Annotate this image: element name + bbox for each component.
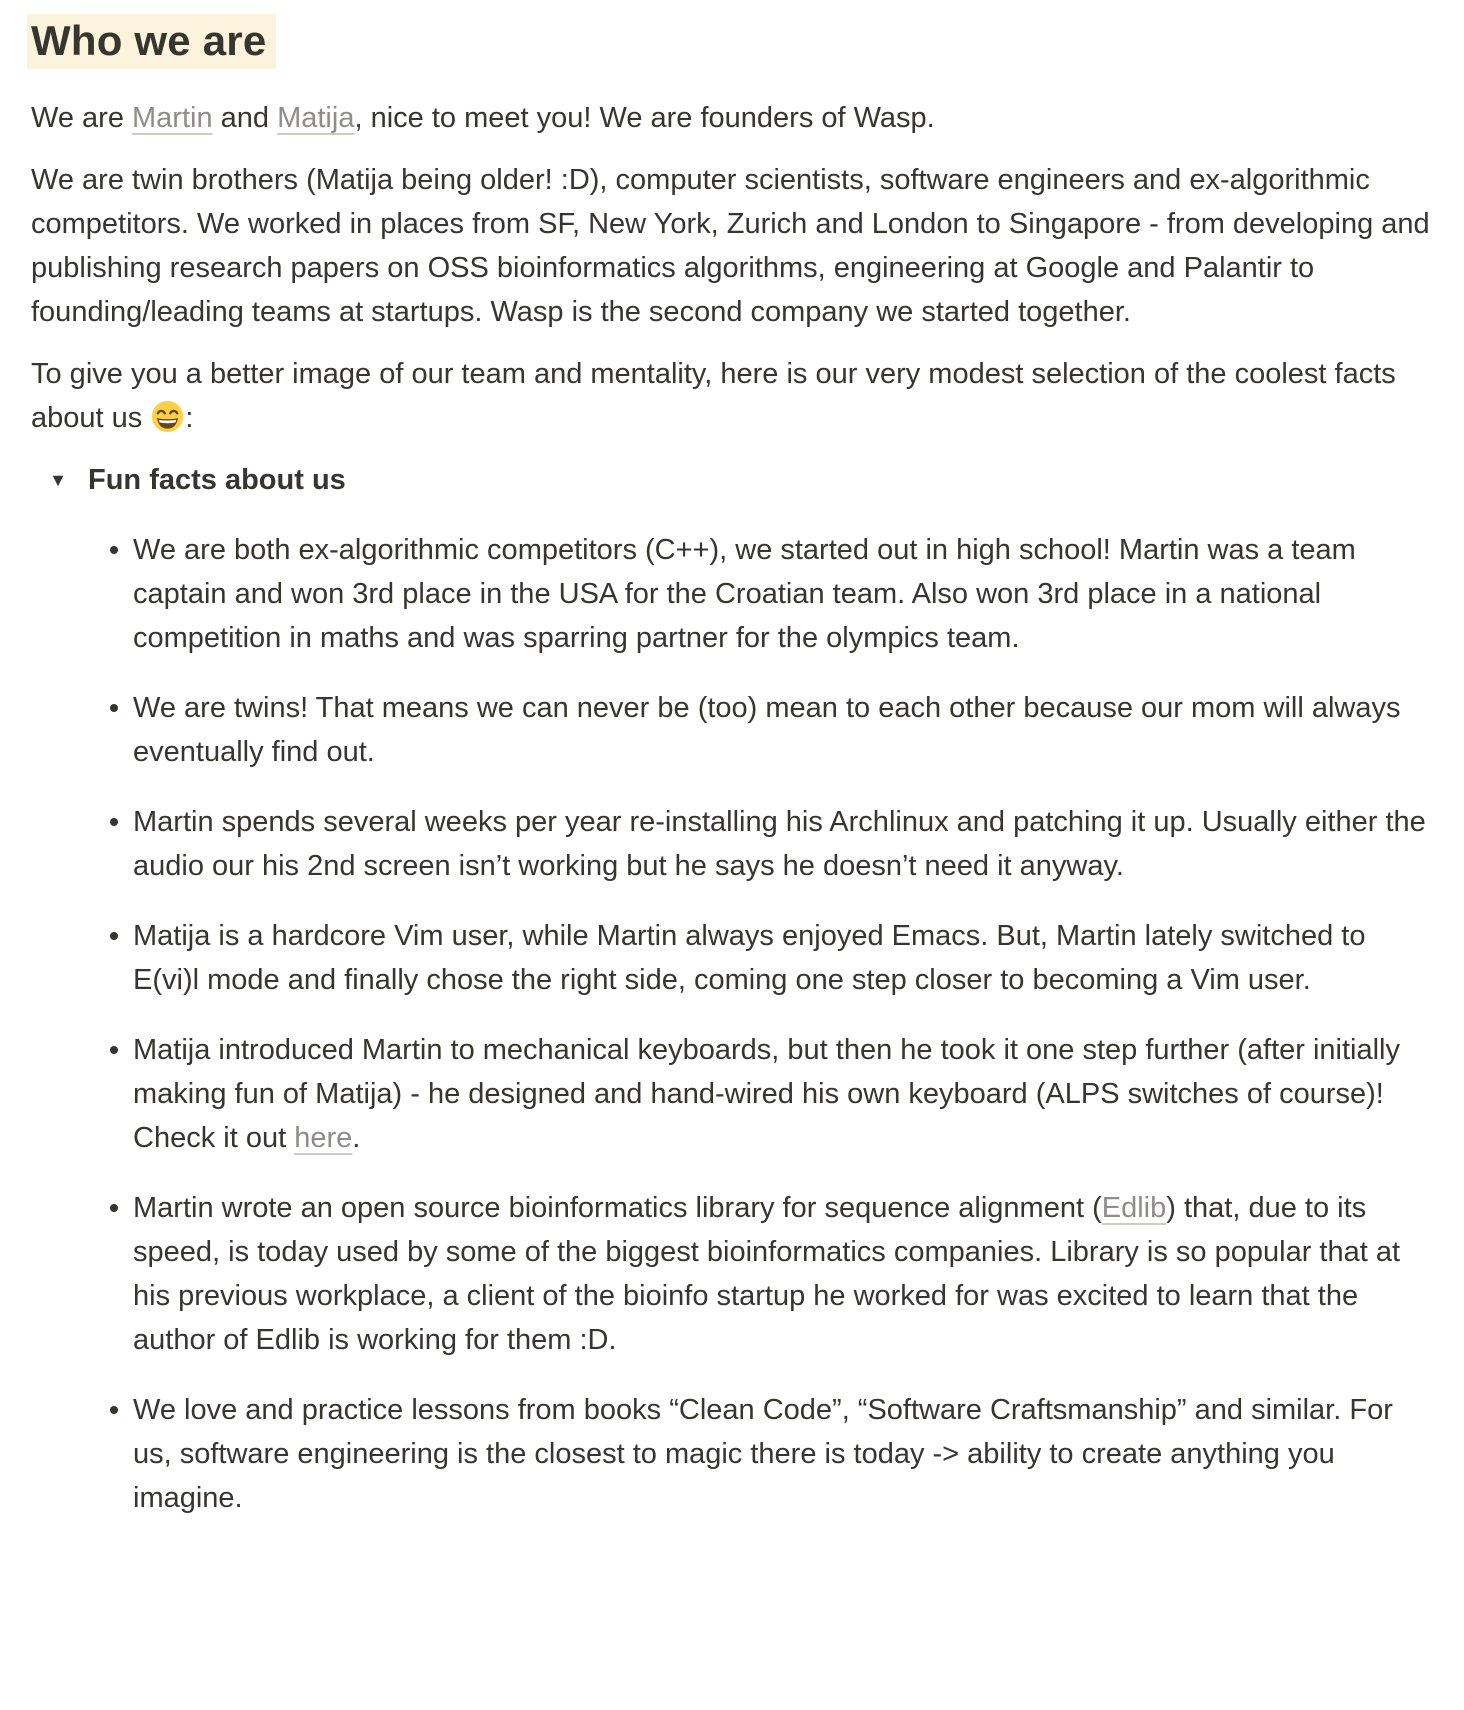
fun-fact-text: . bbox=[352, 1122, 361, 1154]
intro-text: We are bbox=[31, 102, 133, 134]
page-title-highlight: Who we are bbox=[27, 14, 276, 69]
bio-paragraph: We are twin brothers (Matija being older! :D), computer scientists, software engineers and ex-algorithmic competitors. We worked in places from SF, New York, Zurich and London to Singapore - from developing and publishing research papers on OSS bioinformatics algorithms, engineering at Google and Palantir to founding/leading teams at startups. Wasp is the second company we started together. bbox=[31, 164, 1430, 328]
fun-fact-item-competitors bbox=[133, 528, 1434, 660]
page-title bbox=[31, 14, 1434, 68]
edlib-link[interactable]: Edlib bbox=[1101, 1192, 1167, 1224]
toggle-triangle-icon[interactable]: ▼ bbox=[49, 470, 67, 490]
fun-fact-item-archlinux bbox=[133, 800, 1434, 888]
facts-intro-text: : bbox=[185, 402, 194, 434]
facts-intro-text: To give you a better image of our team and mentality, here is our very modest selection of the coolest facts about us bbox=[31, 358, 1396, 434]
keyboard-here-link[interactable]: here bbox=[294, 1122, 353, 1154]
fun-fact-text: We love and practice lessons from books “Clean Code”, “Software Craftsmanship” and similar. For us, software engineering is the closest to magic there is today -> ability to create anything you imagine. bbox=[133, 1394, 1393, 1514]
martin-link[interactable]: Martin bbox=[132, 102, 213, 134]
fun-fact-text: Matija is a hardcore Vim user, while Martin always enjoyed Emacs. But, Martin lately switched to E(vi)l mode and finally chose the right side, coming one step closer to becoming a Vim user. bbox=[133, 920, 1366, 996]
fun-fact-text: Martin wrote an open source bioinformatics library for sequence alignment ( bbox=[133, 1192, 1102, 1224]
fun-fact-text: We are twins! That means we can never be (too) mean to each other because our mom will always eventually find out. bbox=[133, 692, 1401, 768]
fun-fact-item-clean-code bbox=[133, 1388, 1434, 1520]
matija-link[interactable]: Matija bbox=[277, 102, 355, 134]
fun-facts-list bbox=[31, 528, 1434, 1520]
grinning-face-emoji bbox=[151, 400, 184, 433]
fun-fact-text: Martin spends several weeks per year re-installing his Archlinux and patching it up. Usually either the audio our his 2nd screen isn’t working but he says he doesn’t need it anyway. bbox=[133, 806, 1426, 882]
fun-fact-text: We are both ex-algorithmic competitors (C++), we started out in high school! Martin was a team captain and won 3rd place in the USA for the Croatian team. Also won 3rd place in a national competition in maths and was sparring partner for the olympics team. bbox=[133, 534, 1356, 654]
fun-fact-item-keyboards bbox=[133, 1028, 1434, 1160]
fun-fact-item-edlib bbox=[133, 1186, 1434, 1362]
facts-intro-paragraph bbox=[31, 352, 1434, 440]
fun-fact-item-twins bbox=[133, 686, 1434, 774]
fun-fact-item-vim-emacs bbox=[133, 914, 1434, 1002]
toggle-fun-facts[interactable] bbox=[31, 458, 1434, 502]
fun-fact-text: ) that, due to its speed, is today used by some of the biggest bioinformatics companies. Library is so popular that at his previous workplace, a client of the bioinfo startup he worked for was excited to learn that the author of Edlib is working for them :D. bbox=[133, 1192, 1401, 1356]
intro-text: and bbox=[212, 102, 278, 134]
fun-fact-text: Matija introduced Martin to mechanical keyboards, but then he took it one step further (after initially making fun of Matija) - he designed and hand-wired his own keyboard (ALPS switches of course)! Check it out bbox=[133, 1034, 1400, 1154]
intro-text: , nice to meet you! We are founders of Wasp. bbox=[354, 102, 935, 134]
toggle-label: Fun facts about us bbox=[88, 464, 346, 496]
intro-paragraph bbox=[31, 96, 1434, 140]
